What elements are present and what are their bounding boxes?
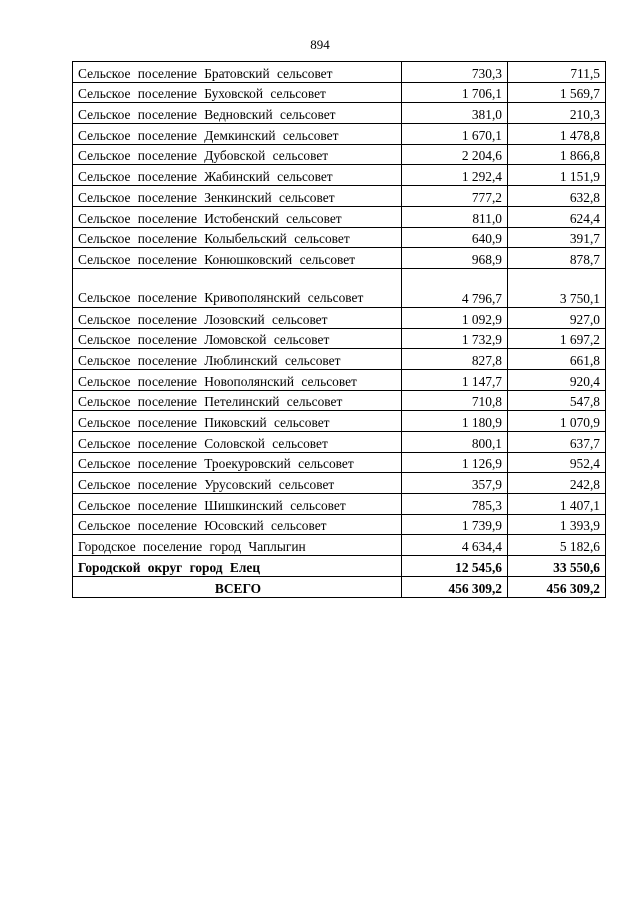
table-row xyxy=(73,432,606,453)
value-column-2: 5 182,6 xyxy=(508,535,606,556)
value-column-2: 624,4 xyxy=(508,206,606,227)
settlement-name: Сельское поселение Ломовской сельсовет xyxy=(73,328,402,349)
settlement-name: Сельское поселение Жабинский сельсовет xyxy=(73,165,402,186)
value-column-1: 827,8 xyxy=(402,349,508,370)
settlement-name: Сельское поселение Зенкинский сельсовет xyxy=(73,186,402,207)
value-column-2: 661,8 xyxy=(508,349,606,370)
settlement-name: Сельское поселение Дубовской сельсовет xyxy=(73,144,402,165)
value-column-1: 1 126,9 xyxy=(402,452,508,473)
table-row xyxy=(73,144,606,165)
value-column-2: 391,7 xyxy=(508,227,606,248)
settlement-name: Сельское поселение Юсовский сельсовет xyxy=(73,514,402,535)
settlement-name: Сельское поселение Конюшковский сельсовет xyxy=(73,248,402,269)
value-column-1: 381,0 xyxy=(402,103,508,124)
value-column-2: 1 866,8 xyxy=(508,144,606,165)
value-column-2: 711,5 xyxy=(508,62,606,83)
value-column-1: 357,9 xyxy=(402,473,508,494)
value-column-1: 800,1 xyxy=(402,432,508,453)
value-column-2: 1 151,9 xyxy=(508,165,606,186)
value-column-2: 3 750,1 xyxy=(508,268,606,307)
table-row xyxy=(73,328,606,349)
value-column-1: 710,8 xyxy=(402,390,508,411)
settlement-name: Сельское поселение Новополянский сельсовет xyxy=(73,369,402,390)
value-column-2: 1 569,7 xyxy=(508,82,606,103)
value-column-1: 1 180,9 xyxy=(402,411,508,432)
settlement-name: Городской округ город Елец xyxy=(73,556,402,577)
value-column-1: 777,2 xyxy=(402,186,508,207)
value-column-1: 4 796,7 xyxy=(402,268,508,307)
table-row xyxy=(73,268,606,307)
table-row-total xyxy=(73,576,606,597)
value-column-1: 1 732,9 xyxy=(402,328,508,349)
value-column-1: 12 545,6 xyxy=(402,556,508,577)
value-column-2: 1 070,9 xyxy=(508,411,606,432)
value-column-1: 785,3 xyxy=(402,494,508,515)
value-column-2: 920,4 xyxy=(508,369,606,390)
table-row-city-district xyxy=(73,556,606,577)
table-row xyxy=(73,349,606,370)
table-row xyxy=(73,514,606,535)
total-value-column-1: 456 309,2 xyxy=(402,576,508,597)
value-column-1: 730,3 xyxy=(402,62,508,83)
settlement-name: Сельское поселение Колыбельский сельсовет xyxy=(73,227,402,248)
value-column-2: 927,0 xyxy=(508,307,606,328)
value-column-2: 242,8 xyxy=(508,473,606,494)
settlement-name: Сельское поселение Пиковский сельсовет xyxy=(73,411,402,432)
value-column-2: 547,8 xyxy=(508,390,606,411)
budget-table xyxy=(72,61,606,598)
table-row xyxy=(73,494,606,515)
value-column-2: 1 697,2 xyxy=(508,328,606,349)
value-column-1: 1 092,9 xyxy=(402,307,508,328)
table-row xyxy=(73,248,606,269)
table-row xyxy=(73,165,606,186)
settlement-name: Городское поселение город Чаплыгин xyxy=(73,535,402,556)
settlement-name: Сельское поселение Люблинский сельсовет xyxy=(73,349,402,370)
total-label: ВСЕГО xyxy=(73,576,402,597)
value-column-1: 1 292,4 xyxy=(402,165,508,186)
table-row xyxy=(73,227,606,248)
table-row xyxy=(73,452,606,473)
settlement-name: Сельское поселение Кривополянский сельсовет xyxy=(73,268,402,307)
value-column-2: 952,4 xyxy=(508,452,606,473)
settlement-name: Сельское поселение Братовский сельсовет xyxy=(73,62,402,83)
table-row xyxy=(73,390,606,411)
settlement-name: Сельское поселение Петелинский сельсовет xyxy=(73,390,402,411)
value-column-1: 1 670,1 xyxy=(402,124,508,145)
total-value-column-2: 456 309,2 xyxy=(508,576,606,597)
value-column-1: 1 706,1 xyxy=(402,82,508,103)
value-column-2: 878,7 xyxy=(508,248,606,269)
settlement-name: Сельское поселение Демкинский сельсовет xyxy=(73,124,402,145)
value-column-2: 637,7 xyxy=(508,432,606,453)
value-column-2: 1 407,1 xyxy=(508,494,606,515)
table-row xyxy=(73,124,606,145)
table-row xyxy=(73,535,606,556)
table-row xyxy=(73,473,606,494)
table-row xyxy=(73,206,606,227)
page-number: 894 xyxy=(310,37,330,52)
value-column-1: 1 739,9 xyxy=(402,514,508,535)
table-row xyxy=(73,411,606,432)
value-column-2: 1 478,8 xyxy=(508,124,606,145)
settlement-name: Сельское поселение Соловской сельсовет xyxy=(73,432,402,453)
settlement-name: Сельское поселение Шишкинский сельсовет xyxy=(73,494,402,515)
settlement-name: Сельское поселение Урусовский сельсовет xyxy=(73,473,402,494)
value-column-2: 632,8 xyxy=(508,186,606,207)
value-column-2: 1 393,9 xyxy=(508,514,606,535)
table-row xyxy=(73,62,606,83)
value-column-1: 811,0 xyxy=(402,206,508,227)
settlement-name: Сельское поселение Ведновский сельсовет xyxy=(73,103,402,124)
value-column-1: 640,9 xyxy=(402,227,508,248)
table-row xyxy=(73,103,606,124)
value-column-1: 968,9 xyxy=(402,248,508,269)
value-column-1: 2 204,6 xyxy=(402,144,508,165)
settlement-name: Сельское поселение Лозовский сельсовет xyxy=(73,307,402,328)
value-column-2: 33 550,6 xyxy=(508,556,606,577)
value-column-1: 1 147,7 xyxy=(402,369,508,390)
table-row xyxy=(73,82,606,103)
settlement-name: Сельское поселение Троекуровский сельсовет xyxy=(73,452,402,473)
settlement-name: Сельское поселение Буховской сельсовет xyxy=(73,82,402,103)
value-column-1: 4 634,4 xyxy=(402,535,508,556)
value-column-2: 210,3 xyxy=(508,103,606,124)
table-row xyxy=(73,186,606,207)
settlement-name: Сельское поселение Истобенский сельсовет xyxy=(73,206,402,227)
table-row xyxy=(73,307,606,328)
table-row xyxy=(73,369,606,390)
